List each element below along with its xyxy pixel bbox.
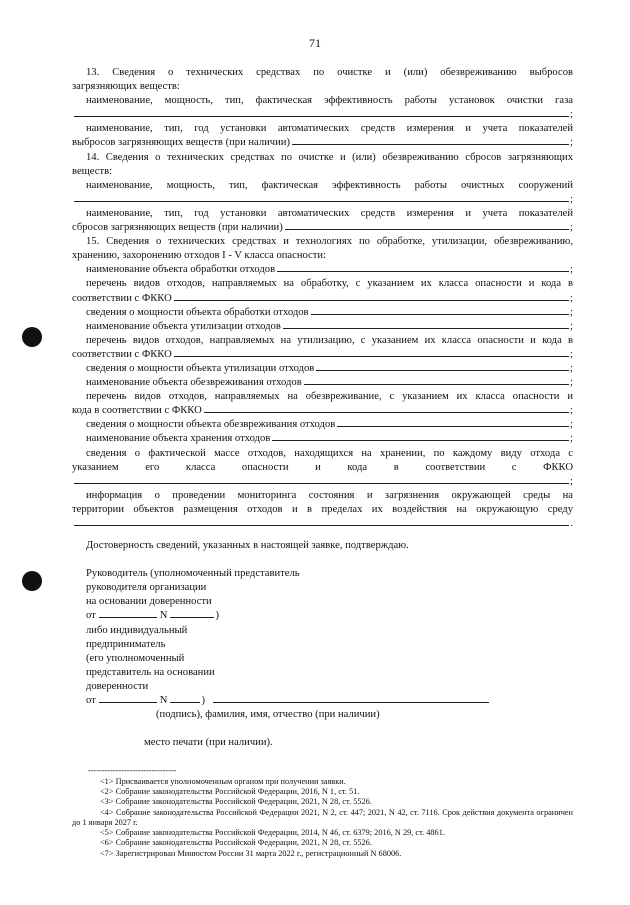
footnote-2: <2> Собрание законодательства Российской Федерации, 2016, N 1, ст. 51. — [100, 786, 360, 796]
item-13-title-cont: загрязняющих веществ: — [72, 81, 180, 93]
waste-storage-object-field[interactable] — [272, 439, 569, 441]
poa-number-field-1[interactable] — [170, 617, 214, 618]
monitoring-info-field[interactable] — [74, 524, 569, 526]
footnote-5: <5> Собрание законодательства Российской Федерации, 2014, N 46, ст. 6379; 2016, N 29, ст. 4861. — [100, 828, 445, 838]
waste-neutralization-types-label: перечень видов отходов, направляемых на обезвреживание, с указанием их класса опасности и — [86, 391, 573, 403]
waste-processing-object-row: наименование объекта обработки отходов ; — [86, 264, 573, 276]
waste-neutralization-object-row: наименование объекта обезвреживания отходов ; — [86, 377, 573, 389]
item-15-title-cont: хранению, захоронению отходов I - V класса опасности: — [72, 250, 327, 262]
poa-number-field-2[interactable] — [170, 702, 200, 703]
item-13-gas-cleaning-label: наименование, мощность, тип, фактическая эффективность работы установок очистки газа — [86, 95, 573, 107]
monitoring-info-row: . — [72, 517, 573, 531]
signatory-line-2: руководителя организации — [86, 582, 207, 594]
signatory-line-1: Руководитель (уполномоченный представитель — [86, 568, 300, 580]
signature-caption: (подпись), фамилия, имя, отчество (при наличии) — [156, 709, 380, 721]
waste-utilization-types-label: перечень видов отходов, направляемых на утилизацию, с указанием их класса опасности и кода в — [86, 334, 573, 346]
punch-hole-top — [22, 327, 42, 347]
stored-waste-mass-row: ; — [72, 475, 573, 489]
gas-cleaning-field[interactable] — [74, 115, 569, 117]
punch-hole-bottom — [22, 571, 42, 591]
waste-utilization-capacity-row: сведения о мощности объекта утилизации отходов ; — [86, 362, 573, 374]
waste-neutralization-object-field[interactable] — [304, 383, 569, 385]
footnotes — [72, 766, 573, 859]
monitoring-info-label: информация о проведении мониторинга состояния и загрязнения окружающей среды на — [86, 489, 573, 501]
waste-neutralization-capacity-row: сведения о мощности объекта обезвреживания отходов ; — [86, 419, 573, 431]
monitoring-info-label-cont: территории объектов размещения отходов и в пределах их воздействия на окружающую среду — [72, 503, 573, 515]
poa-date-field-2[interactable] — [99, 702, 157, 703]
waste-utilization-types-row: соответствии с ФККО ; — [72, 348, 573, 360]
stored-waste-mass-label-cont: указанием его класса опасности и кода в соответствии с ФККО — [72, 461, 573, 473]
discharge-meters-field[interactable] — [285, 228, 569, 230]
footnote-3: <3> Собрание законодательства Российской Федерации, 2021, N 28, ст. 5526. — [100, 797, 372, 807]
item-13-emission-meters-row: выбросов загрязняющих веществ (при наличии) ; — [72, 137, 573, 149]
waste-utilization-types-field[interactable] — [174, 355, 569, 357]
item-14-title-cont: веществ: — [72, 165, 113, 177]
waste-processing-capacity-row: сведения о мощности объекта обработки отходов ; — [86, 306, 573, 318]
waste-utilization-object-field[interactable] — [283, 327, 569, 329]
signatory-line-8: доверенности — [86, 680, 149, 692]
footnote-6: <6> Собрание законодательства Российской Федерации, 2021, N 28, ст. 5526. — [100, 838, 372, 848]
power-of-attorney-row-2: от N ) — [86, 694, 573, 708]
waste-processing-types-row: соответствии с ФККО ; — [72, 292, 573, 304]
signatory-line-4: либо индивидуальный — [86, 624, 188, 636]
item-13-title: 13. Сведения о технических средствах по очистке и (или) обезвреживанию выбросов — [86, 67, 573, 78]
waste-processing-types-label: перечень видов отходов, направляемых на обработку, с указанием их класса опасности и кода в — [86, 278, 573, 290]
poa-date-field-1[interactable] — [99, 617, 157, 618]
footnote-rule: -------------------------------- — [88, 766, 177, 776]
footnote-1: <1> Присваивается уполномоченным органом при получении заявки. — [100, 776, 346, 786]
stored-waste-mass-field[interactable] — [74, 482, 569, 484]
footnote-4: <4> Собрание законодательства Российской Федерации 2021, N 2, ст. 447; 2021, N 42, ст. 7116. Срок действия документа ограничен до 1 января 2027 г. — [72, 807, 573, 827]
signatory-line-5: предприниматель — [86, 638, 166, 650]
item-13-gas-cleaning-row: ; — [72, 108, 573, 122]
form-body — [72, 66, 573, 859]
stored-waste-mass-label: сведения о фактической массе отходов, находящихся на хранении, по каждому виду отхода с — [86, 447, 573, 459]
treatment-facilities-field[interactable] — [74, 200, 569, 202]
item-14-treatment-row: ; — [72, 193, 573, 207]
item-13-emission-meters-label: наименование, тип, год установки автоматических средств измерения и учета показателей — [86, 123, 573, 135]
page-number: 71 — [309, 36, 321, 50]
signatory-line-6: (его уполномоченный — [86, 652, 185, 664]
signatory-line-3: на основании доверенности — [86, 596, 212, 608]
waste-processing-object-field[interactable] — [277, 270, 569, 272]
item-15-title: 15. Сведения о технических средствах и технологиях по обработке, утилизации, обезвреживанию, — [86, 236, 573, 248]
waste-storage-object-row: наименование объекта хранения отходов ; — [86, 433, 573, 445]
footnote-7: <7> Зарегистрирован Минюстом России 31 марта 2022 г., регистрационный N 68006. — [100, 848, 402, 858]
waste-processing-types-field[interactable] — [174, 299, 569, 301]
waste-utilization-capacity-field[interactable] — [316, 369, 569, 371]
waste-processing-capacity-field[interactable] — [311, 313, 570, 315]
item-14-treatment-label: наименование, мощность, тип, фактическая эффективность работы очистных сооружений — [86, 179, 573, 191]
item-14-discharge-meters-row: сбросов загрязняющих веществ (при наличии) ; — [72, 222, 573, 234]
item-14-title: 14. Сведения о технических средствах по очистке и (или) обезвреживанию сбросов загрязняющих — [86, 151, 573, 163]
waste-utilization-object-row: наименование объекта утилизации отходов ; — [86, 320, 573, 332]
item-14-discharge-meters-label: наименование, тип, год установки автоматических средств измерения и учета показателей — [86, 207, 573, 219]
emission-meters-field[interactable] — [292, 143, 569, 145]
waste-neutralization-capacity-field[interactable] — [337, 425, 569, 427]
stamp-place: место печати (при наличии). — [144, 737, 273, 749]
confirmation-statement: Достоверность сведений, указанных в настоящей заявке, подтверждаю. — [86, 540, 409, 552]
waste-neutralization-types-field[interactable] — [204, 411, 569, 413]
signature-field[interactable] — [213, 702, 489, 703]
waste-neutralization-types-row: кода в соответствии с ФККО ; — [72, 405, 573, 417]
power-of-attorney-row-1: от N ) — [86, 610, 219, 622]
signatory-line-7: представитель на основании — [86, 666, 215, 678]
